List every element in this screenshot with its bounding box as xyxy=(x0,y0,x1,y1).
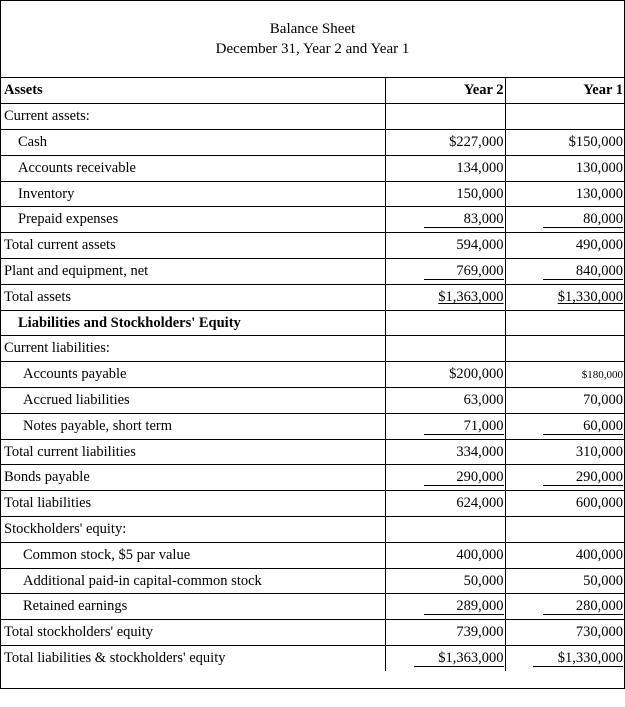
row-label: Prepaid expenses xyxy=(1,207,385,233)
row-year2 xyxy=(385,259,505,285)
table-row xyxy=(1,362,624,388)
table-row xyxy=(1,491,624,517)
table-row xyxy=(1,310,624,336)
row-year1 xyxy=(505,310,624,336)
row-label: Total current assets xyxy=(1,233,385,259)
row-year1 xyxy=(505,517,624,543)
table-row xyxy=(1,284,624,310)
row-year1: 600,000 xyxy=(505,491,624,517)
row-label: Stockholders' equity: xyxy=(1,517,385,543)
col-header-assets: Assets xyxy=(1,78,385,104)
table-row xyxy=(1,207,624,233)
row-year1: 310,000 xyxy=(505,439,624,465)
sheet-subtitle: December 31, Year 2 and Year 1 xyxy=(215,41,410,57)
row-year2: 624,000 xyxy=(385,491,505,517)
underlined-value: 290,000 xyxy=(543,469,623,486)
row-label: Total liabilities & stockholders' equity xyxy=(4,650,226,667)
underlined-value: $1,363,000 xyxy=(414,650,504,667)
col-header-year1: Year 1 xyxy=(505,78,624,104)
underlined-value: 840,000 xyxy=(543,263,623,280)
underlined-value: 71,000 xyxy=(424,418,504,435)
row-label: Retained earnings xyxy=(1,594,385,620)
row-year1: 130,000 xyxy=(505,181,624,207)
underlined-value: 289,000 xyxy=(424,598,504,615)
row-year2 xyxy=(385,413,505,439)
col-header-year2: Year 2 xyxy=(385,78,505,104)
row-label: Current liabilities: xyxy=(1,336,385,362)
row-year1: 70,000 xyxy=(505,388,624,414)
underlined-value: 83,000 xyxy=(424,211,504,228)
sheet-header xyxy=(1,1,624,78)
row-year2: $227,000 xyxy=(385,130,505,156)
table-row xyxy=(1,465,624,491)
row-year1: $180,000 xyxy=(505,362,624,388)
row-year2 xyxy=(385,336,505,362)
row-year1 xyxy=(505,104,624,130)
table-row xyxy=(1,155,624,181)
row-label: Total assets xyxy=(1,284,385,310)
row-year2: 594,000 xyxy=(385,233,505,259)
table-row xyxy=(1,620,624,646)
balance-table xyxy=(1,78,624,671)
row-label: Common stock, $5 par value xyxy=(1,542,385,568)
row-year1 xyxy=(505,594,624,620)
row-year1 xyxy=(505,646,624,672)
row-year1 xyxy=(505,259,624,285)
row-year2 xyxy=(385,104,505,130)
row-year2 xyxy=(385,207,505,233)
table-row xyxy=(1,388,624,414)
row-year2 xyxy=(385,646,505,672)
row-year2 xyxy=(385,284,505,310)
underlined-value: 769,000 xyxy=(424,263,504,280)
row-label: Total stockholders' equity xyxy=(1,620,385,646)
underlined-value: $1,330,000 xyxy=(557,288,623,305)
underlined-value: $1,363,000 xyxy=(438,288,504,305)
row-year1: 50,000 xyxy=(505,568,624,594)
row-year2: 63,000 xyxy=(385,388,505,414)
row-label: Additional paid-in capital-common stock xyxy=(1,568,385,594)
row-label: Current assets: xyxy=(1,104,385,130)
table-row xyxy=(1,542,624,568)
row-label: Total liabilities xyxy=(1,491,385,517)
row-year2 xyxy=(385,465,505,491)
underlined-value: $1,330,000 xyxy=(533,650,623,667)
row-year1: 400,000 xyxy=(505,542,624,568)
section-heading: Liabilities and Stockholders' Equity xyxy=(1,310,385,336)
row-label: Inventory xyxy=(1,181,385,207)
row-year2: 334,000 xyxy=(385,439,505,465)
table-row xyxy=(1,259,624,285)
row-year1 xyxy=(505,465,624,491)
sheet-title: Balance Sheet xyxy=(269,21,356,37)
table-row xyxy=(1,646,624,672)
row-year1: $150,000 xyxy=(505,130,624,156)
row-year2: 400,000 xyxy=(385,542,505,568)
row-year1 xyxy=(505,207,624,233)
row-year1 xyxy=(505,284,624,310)
underlined-value: 60,000 xyxy=(543,418,623,435)
row-year1 xyxy=(505,336,624,362)
row-year2: 739,000 xyxy=(385,620,505,646)
row-year1: 490,000 xyxy=(505,233,624,259)
row-year2: 150,000 xyxy=(385,181,505,207)
column-header-row xyxy=(1,78,624,104)
row-year1: 730,000 xyxy=(505,620,624,646)
table-row xyxy=(1,594,624,620)
row-label: Accounts payable xyxy=(1,362,385,388)
row-year1: 130,000 xyxy=(505,155,624,181)
underlined-value: 80,000 xyxy=(543,211,623,228)
table-row xyxy=(1,104,624,130)
table-row xyxy=(1,517,624,543)
table-row xyxy=(1,233,624,259)
row-label: Accrued liabilities xyxy=(1,388,385,414)
row-year2: 50,000 xyxy=(385,568,505,594)
row-label: Accounts receivable xyxy=(1,155,385,181)
table-row xyxy=(1,336,624,362)
row-label: Total current liabilities xyxy=(1,439,385,465)
row-year2 xyxy=(385,517,505,543)
table-row xyxy=(1,181,624,207)
row-year1 xyxy=(505,413,624,439)
table-row xyxy=(1,568,624,594)
table-row xyxy=(1,439,624,465)
row-label: Plant and equipment, net xyxy=(1,259,385,285)
row-year2 xyxy=(385,594,505,620)
row-year2: $200,000 xyxy=(385,362,505,388)
underlined-value: 280,000 xyxy=(543,598,623,615)
row-label: Cash xyxy=(1,130,385,156)
row-label: Bonds payable xyxy=(1,465,385,491)
row-year2 xyxy=(385,310,505,336)
underlined-value: 290,000 xyxy=(424,469,504,486)
table-row xyxy=(1,413,624,439)
row-label: Notes payable, short term xyxy=(1,413,385,439)
table-row xyxy=(1,130,624,156)
row-year2: 134,000 xyxy=(385,155,505,181)
